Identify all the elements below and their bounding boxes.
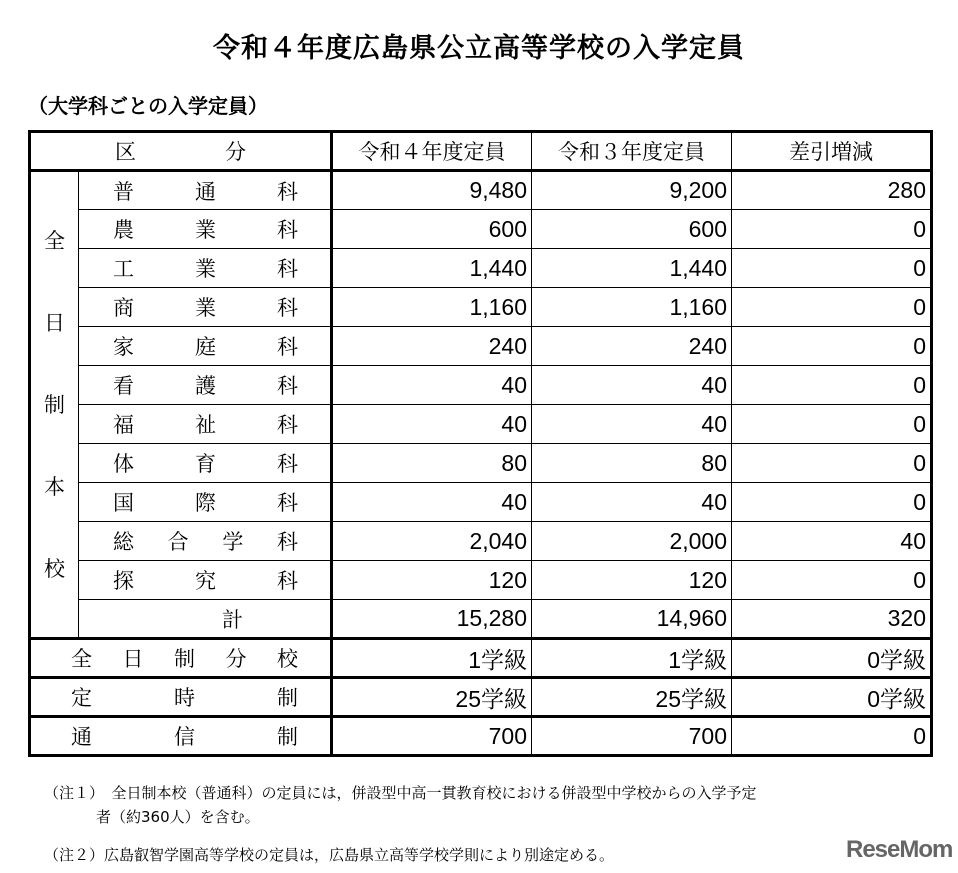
label-char: 通 (195, 179, 216, 204)
label-char: 通 (71, 725, 92, 749)
header-row (30, 132, 932, 171)
row-label (79, 210, 332, 249)
label-char: 育 (195, 452, 216, 476)
label-char: 日 (122, 647, 144, 671)
r3-value: 1,440 (532, 249, 732, 288)
resemom-logo: ReseMom (846, 836, 953, 863)
group-char: 校 (44, 556, 65, 581)
header-char: 区 (115, 140, 136, 164)
r3-value: 240 (532, 327, 732, 366)
label-char: 信 (174, 725, 195, 749)
label-char: 普 (113, 179, 134, 204)
label-char: 制 (277, 725, 298, 749)
header-r4: 令和４年度定員 (332, 132, 532, 171)
diff-value: 0 (732, 444, 932, 483)
label-char: 業 (195, 257, 216, 281)
r4-value: 700 (332, 717, 532, 756)
r4-value: 120 (332, 561, 532, 600)
r4-value: 1,160 (332, 288, 532, 327)
table-row (30, 639, 932, 678)
r4-value: 40 (332, 405, 532, 444)
total-label: 計 (79, 600, 332, 639)
r3-value: 80 (532, 444, 732, 483)
label-char: 科 (277, 413, 298, 437)
label-char: 科 (277, 452, 298, 476)
diff-value: 0 (732, 327, 932, 366)
group-char: 本 (44, 474, 65, 499)
r3-value: 40 (532, 366, 732, 405)
label-char: 庭 (195, 335, 216, 359)
diff-value: 0 (732, 288, 932, 327)
header-category (30, 132, 332, 171)
label-char: 際 (195, 491, 216, 515)
label-char: 科 (277, 335, 298, 359)
label-char: 制 (277, 686, 298, 710)
header-char: 分 (225, 140, 246, 164)
label-char: 制 (174, 647, 195, 671)
r3-value: 600 (532, 210, 732, 249)
r3-value: 9,200 (532, 171, 732, 210)
row-label (79, 483, 332, 522)
group-label (30, 171, 79, 639)
table-row (30, 249, 932, 288)
diff-value: 0 (732, 717, 932, 756)
diff-value: 0学級 (732, 639, 932, 678)
r4-value: 1学級 (332, 639, 532, 678)
row-label (79, 561, 332, 600)
row-label (30, 717, 332, 756)
row-label (79, 171, 332, 210)
group-char: 制 (44, 392, 65, 417)
total-row (30, 600, 932, 639)
note-1-cont: 者（約360人）を含む。 (96, 808, 260, 826)
label-char: 合 (167, 530, 189, 554)
label-char: 看 (113, 374, 134, 398)
label-char: 農 (113, 218, 134, 242)
label-char: 時 (174, 686, 195, 710)
r3-value: 120 (532, 561, 732, 600)
row-label (79, 288, 332, 327)
diff-value: 0学級 (732, 678, 932, 717)
diff-value: 280 (732, 171, 932, 210)
label-char: 業 (195, 218, 216, 242)
header-diff: 差引増減 (732, 132, 932, 171)
table-row (30, 327, 932, 366)
r3-value: 25学級 (532, 678, 732, 717)
label-char: 探 (113, 569, 134, 593)
r3-value: 1,160 (532, 288, 732, 327)
r4-value: 25学級 (332, 678, 532, 717)
label-char: 学 (222, 530, 244, 554)
r3-value: 1学級 (532, 639, 732, 678)
label-char: 科 (277, 257, 298, 281)
page-title: 令和４年度広島県公立高等学校の入学定員 (213, 33, 745, 64)
label-char: 科 (277, 491, 298, 515)
r4-value: 15,280 (332, 600, 532, 639)
table-row (30, 405, 932, 444)
label-char: 科 (277, 296, 298, 320)
table-row (30, 522, 932, 561)
label-char: 福 (113, 413, 134, 437)
row-label (79, 522, 332, 561)
row-label (79, 249, 332, 288)
r4-value: 240 (332, 327, 532, 366)
label-char: 工 (113, 257, 134, 281)
label-char: 科 (276, 530, 298, 554)
diff-value: 320 (732, 600, 932, 639)
diff-value: 40 (732, 522, 932, 561)
enrollment-table (28, 130, 933, 757)
table-row (30, 288, 932, 327)
r3-value: 700 (532, 717, 732, 756)
diff-value: 0 (732, 249, 932, 288)
label-char: 定 (71, 686, 92, 710)
row-label (30, 639, 332, 678)
note-1: （注１） 全日制本校（普通科）の定員には，併設型中高一貫教育校における併設型中学校からの入学予定 (44, 784, 757, 802)
r4-value: 1,440 (332, 249, 532, 288)
table-row (30, 366, 932, 405)
table-subtitle: （大学科ごとの入学定員） (28, 94, 268, 118)
table-row (30, 483, 932, 522)
label-char: 護 (195, 374, 216, 398)
r3-value: 40 (532, 405, 732, 444)
diff-value: 0 (732, 210, 932, 249)
row-label (79, 327, 332, 366)
r3-value: 2,000 (532, 522, 732, 561)
label-char: 分 (225, 647, 247, 671)
table-row (30, 717, 932, 756)
label-char: 校 (277, 647, 298, 671)
label-char: 科 (277, 179, 298, 204)
label-char: 業 (195, 296, 216, 320)
label-char: 究 (195, 569, 216, 593)
table-row (30, 444, 932, 483)
label-char: 科 (277, 374, 298, 398)
r3-value: 40 (532, 483, 732, 522)
label-char: 体 (113, 452, 134, 476)
table-row (30, 171, 932, 210)
label-char: 全 (71, 647, 92, 671)
row-label (30, 678, 332, 717)
label-char: 国 (113, 491, 134, 515)
r4-value: 9,480 (332, 171, 532, 210)
table-row (30, 210, 932, 249)
header-r3: 令和３年度定員 (532, 132, 732, 171)
label-char: 祉 (195, 413, 216, 437)
label-char: 商 (113, 296, 134, 320)
r3-value: 14,960 (532, 600, 732, 639)
group-char: 日 (44, 310, 65, 335)
diff-value: 0 (732, 366, 932, 405)
r4-value: 40 (332, 366, 532, 405)
r4-value: 40 (332, 483, 532, 522)
row-label (79, 444, 332, 483)
r4-value: 600 (332, 210, 532, 249)
diff-value: 0 (732, 483, 932, 522)
row-label (79, 366, 332, 405)
r4-value: 80 (332, 444, 532, 483)
label-char: 家 (113, 335, 134, 359)
r4-value: 2,040 (332, 522, 532, 561)
table-row (30, 561, 932, 600)
note-2: （注２）広島叡智学園高等学校の定員は，広島県立高等学校学則により別途定める。 (44, 846, 615, 864)
table-row (30, 678, 932, 717)
group-char: 全 (44, 228, 65, 253)
label-char: 科 (277, 218, 298, 242)
label-char: 科 (277, 569, 298, 593)
label-char: 総 (113, 530, 134, 554)
diff-value: 0 (732, 405, 932, 444)
diff-value: 0 (732, 561, 932, 600)
row-label (79, 405, 332, 444)
